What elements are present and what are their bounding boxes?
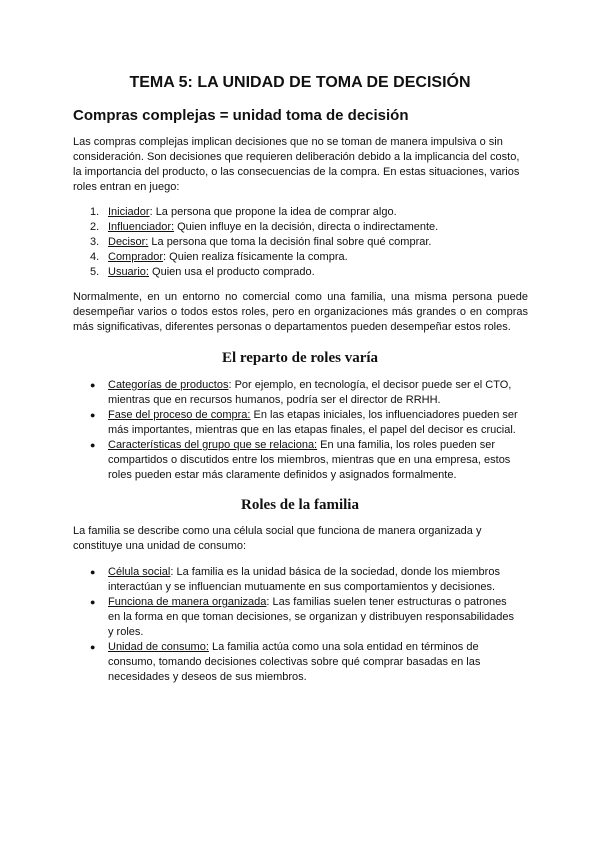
list-item bbox=[90, 250, 520, 265]
family-intro-paragraph: La familia se describe como una célula social que funciona de manera organizada y constituye una unidad de consumo: bbox=[73, 525, 482, 552]
section-heading-roles-vary: El reparto de roles varía bbox=[221, 350, 379, 366]
item-description: : Por ejemplo, en tecnología, el decisor puede ser el CTO, mientras que en recursos humanos, podría ser el director de RRHH. bbox=[108, 379, 512, 406]
role-description: : La persona que propone la idea de comprar algo. bbox=[149, 206, 397, 218]
role-term: Comprador bbox=[108, 251, 164, 263]
role-term: Influenciador: bbox=[108, 221, 175, 233]
item-term: Fase del proceso de compra: bbox=[108, 409, 251, 421]
intro-paragraph: Las compras complejas implican decisiones que no se toman de manera impulsiva o sin consideración. Son decisiones que requieren deliberación debido a la implicancia del costo, la importancia del producto, o las consecuencias de la compra. En estas situaciones, varios roles entran en juego: bbox=[73, 136, 520, 193]
roles-vary-list bbox=[90, 378, 520, 483]
role-term: Decisor: bbox=[108, 236, 149, 248]
list-item bbox=[90, 378, 520, 408]
list-item bbox=[90, 565, 520, 595]
section-subtitle: Compras complejas = unidad toma de decisión bbox=[73, 107, 409, 124]
list-number: 4. bbox=[90, 251, 100, 263]
item-term: Características del grupo que se relaciona: bbox=[108, 439, 318, 451]
item-description: La familia actúa como una sola entidad en términos de consumo, tomando decisiones colectivas sobre qué comprar basadas en las necesidades y deseos de sus miembros. bbox=[108, 641, 481, 683]
list-item bbox=[90, 205, 520, 220]
role-description: La persona que toma la decisión final sobre qué comprar. bbox=[148, 236, 432, 248]
item-description: : Las familias suelen tener estructuras o patrones en la forma en que toman decisiones, se organizan y distribuyen responsabilidades y roles. bbox=[108, 596, 515, 638]
role-description: Quien usa el producto comprado. bbox=[148, 266, 315, 278]
role-term: Iniciador bbox=[108, 206, 150, 218]
item-description: : La familia es la unidad básica de la sociedad, donde los miembros interactúan y se influencian mutuamente en sus comportamientos y decisiones. bbox=[108, 566, 500, 593]
list-number: 1. bbox=[90, 206, 100, 218]
family-list bbox=[90, 565, 520, 685]
bullet-icon: ● bbox=[90, 642, 96, 652]
list-item bbox=[90, 235, 520, 250]
item-description: En una familia, los roles pueden ser compartidos o discutidos entre los miembros, mientras que en una empresa, estos roles pueden estar más claramente definidos y asignados formalmente. bbox=[108, 439, 511, 481]
item-term: Funciona de manera organizada bbox=[108, 596, 267, 608]
item-term: Categorías de productos bbox=[108, 379, 229, 391]
list-item bbox=[90, 595, 520, 640]
bullet-icon: ● bbox=[90, 567, 96, 577]
list-item bbox=[90, 640, 520, 685]
item-term: Célula social bbox=[108, 566, 171, 578]
role-description: Quien influye en la decisión, directa o indirectamente. bbox=[174, 221, 439, 233]
bullet-icon: ● bbox=[90, 380, 96, 390]
bullet-icon: ● bbox=[90, 597, 96, 607]
section-heading-family-roles: Roles de la familia bbox=[241, 497, 359, 513]
role-term: Usuario: bbox=[108, 266, 149, 278]
bullet-icon: ● bbox=[90, 440, 96, 450]
role-description: : Quien realiza físicamente la compra. bbox=[163, 251, 348, 263]
bullet-icon: ● bbox=[90, 410, 96, 420]
list-item bbox=[90, 408, 520, 438]
list-item bbox=[90, 265, 520, 280]
list-number: 2. bbox=[90, 221, 100, 233]
list-number: 5. bbox=[90, 266, 100, 278]
item-description: En las etapas iniciales, los influenciadores pueden ser más importantes, mientras que en las etapas finales, el papel del decisor es crucial. bbox=[108, 409, 518, 436]
item-term: Unidad de consumo: bbox=[108, 641, 209, 653]
roles-list bbox=[90, 205, 520, 280]
page-title: TEMA 5: LA UNIDAD DE TOMA DE DECISIÓN bbox=[129, 74, 471, 91]
list-item bbox=[90, 438, 520, 483]
list-number: 3. bbox=[90, 236, 100, 248]
list-item bbox=[90, 220, 520, 235]
normal-paragraph: Normalmente, en un entorno no comercial como una familia, una misma persona puede desempeñar varios o todos estos roles, pero en organizaciones más grandes o en compras más significativas, diferentes personas o departamentos pueden desempeñar estos roles. bbox=[73, 291, 528, 333]
